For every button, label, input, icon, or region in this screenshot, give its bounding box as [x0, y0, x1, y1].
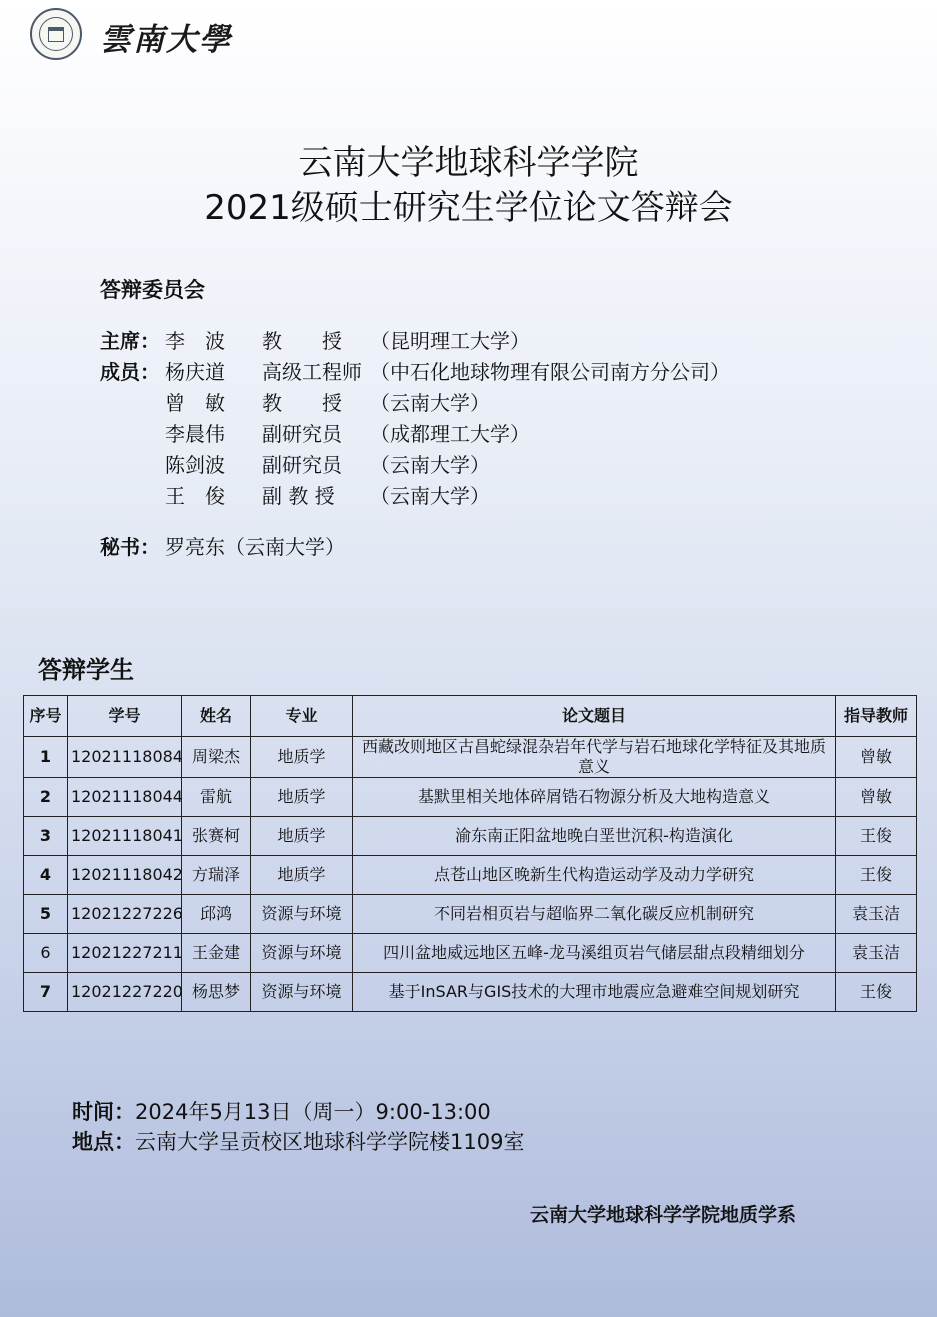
member-title: 副 教 授: [262, 484, 335, 508]
student-id: 12021118042: [68, 856, 182, 895]
thesis-title: 渝东南正阳盆地晚白垩世沉积-构造演化: [353, 817, 836, 856]
place-label: 地点：: [72, 1130, 135, 1154]
member-title: 高级工程师: [262, 360, 362, 384]
table-row: [24, 817, 917, 856]
student-name: 杨思梦: [182, 973, 251, 1012]
advisor-name: 袁玉洁: [836, 895, 917, 934]
student-major: 资源与环境: [251, 973, 353, 1012]
chair-label: 主席：: [100, 329, 160, 353]
table-row: [24, 856, 917, 895]
student-major: 资源与环境: [251, 934, 353, 973]
table-row: [24, 934, 917, 973]
advisor-name: 王俊: [836, 973, 917, 1012]
thesis-title: 基默里相关地体碎屑锆石物源分析及大地构造意义: [353, 778, 836, 817]
column-header: 学号: [68, 696, 182, 737]
committee-heading: 答辩委员会: [100, 278, 205, 302]
column-header: 论文题目: [353, 696, 836, 737]
table-row: [24, 973, 917, 1012]
student-major: 资源与环境: [251, 895, 353, 934]
student-name: 邱鸿: [182, 895, 251, 934]
thesis-title: 四川盆地威远地区五峰-龙马溪组页岩气储层甜点段精细划分: [353, 934, 836, 973]
member-org: （云南大学）: [370, 484, 490, 508]
column-header: 专业: [251, 696, 353, 737]
committee-member-row: [0, 482, 937, 510]
student-major: 地质学: [251, 856, 353, 895]
time-value: 2024年5月13日（周一）9:00-13:00: [135, 1100, 491, 1124]
row-number: 3: [24, 817, 68, 856]
seal-building-icon: [48, 27, 64, 42]
committee-member-row: [0, 420, 937, 448]
committee-member-row: [0, 451, 937, 479]
time-row: [72, 1096, 491, 1126]
member-name: 陈剑波: [165, 453, 225, 477]
students-heading: 答辩学生: [38, 656, 134, 684]
table-row: [24, 737, 917, 778]
column-header: 指导教师: [836, 696, 917, 737]
seal-inner-ring: [39, 17, 73, 51]
committee-member-row: [0, 358, 937, 386]
committee-member-row: [0, 389, 937, 417]
time-label: 时间：: [72, 1100, 135, 1124]
student-major: 地质学: [251, 737, 353, 778]
member-name: 李晨伟: [165, 422, 225, 446]
member-org: （云南大学）: [370, 453, 490, 477]
student-id: 12021227211: [68, 934, 182, 973]
row-number: 1: [24, 737, 68, 778]
place-value: 云南大学呈贡校区地球科学学院楼1109室: [135, 1130, 525, 1154]
secretary-label: 秘书：: [100, 535, 160, 559]
student-name: 王金建: [182, 934, 251, 973]
secretary-name: 罗亮东（云南大学）: [165, 535, 345, 559]
student-name: 方瑞泽: [182, 856, 251, 895]
student-id: 12021227226: [68, 895, 182, 934]
member-title: 副研究员: [262, 422, 342, 446]
student-id: 12021118084: [68, 737, 182, 778]
member-name: 杨庆道: [165, 360, 225, 384]
student-name: 周梁杰: [182, 737, 251, 778]
committee-secretary-row: [0, 533, 937, 561]
university-seal-logo: [30, 8, 82, 60]
advisor-name: 曾敏: [836, 778, 917, 817]
advisor-name: 王俊: [836, 817, 917, 856]
thesis-title: 不同岩相页岩与超临界二氧化碳反应机制研究: [353, 895, 836, 934]
member-name: 曾 敏: [165, 391, 225, 415]
organizer-footer: 云南大学地球科学学院地质学系: [530, 1204, 797, 1226]
advisor-name: 曾敏: [836, 737, 917, 778]
member-org: （中石化地球物理有限公司南方分公司）: [370, 360, 730, 384]
member-org: （成都理工大学）: [370, 422, 530, 446]
row-number: 7: [24, 973, 68, 1012]
members-label: 成员：: [100, 360, 160, 384]
row-number: 2: [24, 778, 68, 817]
committee-chair-row: [0, 327, 937, 355]
student-id: 12021118044: [68, 778, 182, 817]
student-name: 张赛柯: [182, 817, 251, 856]
student-name: 雷航: [182, 778, 251, 817]
student-id: 12021227220: [68, 973, 182, 1012]
student-major: 地质学: [251, 817, 353, 856]
thesis-title: 点苍山地区晚新生代构造运动学及动力学研究: [353, 856, 836, 895]
page-title-line1: 云南大学地球科学学院: [298, 143, 639, 183]
table-row: [24, 895, 917, 934]
student-major: 地质学: [251, 778, 353, 817]
member-title: 副研究员: [262, 453, 342, 477]
row-number: 6: [24, 934, 68, 973]
advisor-name: 王俊: [836, 856, 917, 895]
row-number: 5: [24, 895, 68, 934]
member-name: 王 俊: [165, 484, 225, 508]
member-title: 教 授: [262, 329, 342, 353]
university-name-logo: 雲南大學: [100, 22, 232, 58]
students-table: [23, 695, 917, 1012]
advisor-name: 袁玉洁: [836, 934, 917, 973]
member-org: （云南大学）: [370, 391, 490, 415]
table-row: [24, 778, 917, 817]
row-number: 4: [24, 856, 68, 895]
column-header: 序号: [24, 696, 68, 737]
place-row: [72, 1126, 524, 1156]
member-org: （昆明理工大学）: [370, 329, 530, 353]
table-header-row: [24, 696, 917, 737]
member-title: 教 授: [262, 391, 342, 415]
student-id: 12021118041: [68, 817, 182, 856]
column-header: 姓名: [182, 696, 251, 737]
member-name: 李 波: [165, 329, 225, 353]
thesis-title: 西藏改则地区古昌蛇绿混杂岩年代学与岩石地球化学特征及其地质意义: [353, 737, 836, 778]
page-title-line2: 2021级硕士研究生学位论文答辩会: [204, 188, 733, 228]
thesis-title: 基于InSAR与GIS技术的大理市地震应急避难空间规划研究: [353, 973, 836, 1012]
